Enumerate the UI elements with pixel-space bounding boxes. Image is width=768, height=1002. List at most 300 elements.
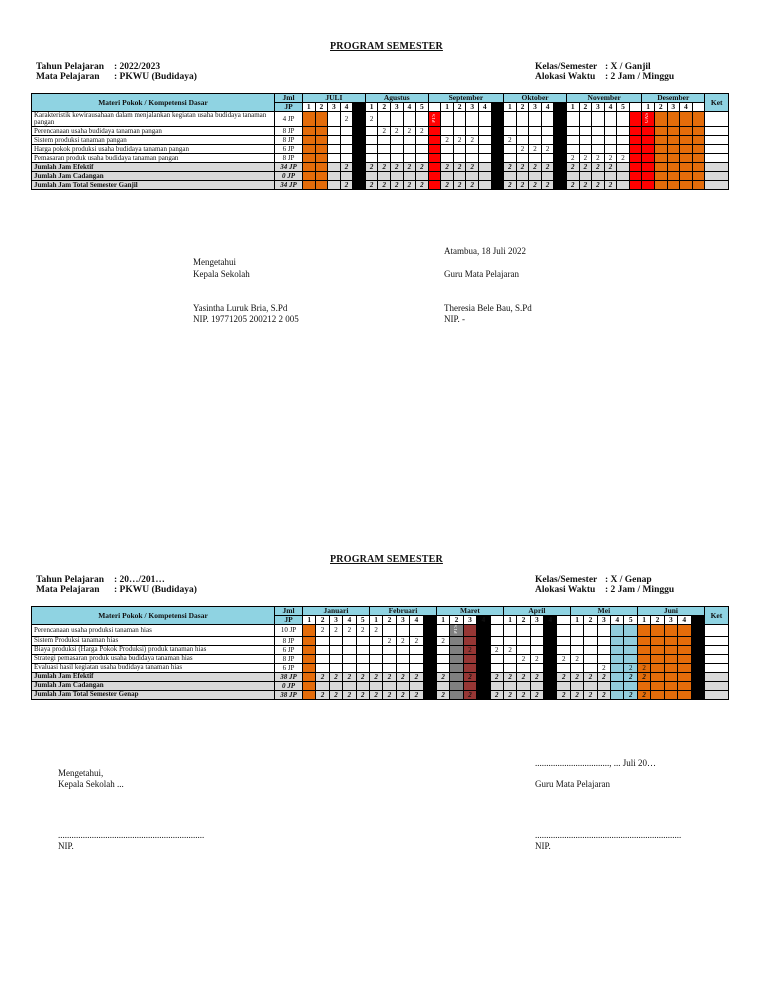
week-cell bbox=[441, 172, 454, 181]
header-week: 3 bbox=[329, 616, 342, 625]
week-cell bbox=[303, 112, 316, 127]
header-jp: JP bbox=[275, 616, 303, 625]
header-week: 1 bbox=[441, 103, 454, 112]
week-cell: 2 bbox=[436, 690, 449, 699]
week-cell bbox=[315, 163, 328, 172]
header-week: 5 bbox=[356, 616, 369, 625]
kepsek-name-genap: ................................................................. bbox=[58, 830, 205, 840]
week-cell bbox=[629, 145, 642, 154]
week-cell: 2 bbox=[516, 181, 529, 190]
week-cell bbox=[667, 127, 680, 136]
week-cell bbox=[396, 681, 409, 690]
week-cell: 2 bbox=[463, 672, 476, 681]
week-cell bbox=[554, 154, 567, 163]
week-cell bbox=[315, 172, 328, 181]
header-week bbox=[692, 103, 705, 112]
week-cell bbox=[651, 636, 664, 645]
week-cell bbox=[390, 112, 403, 127]
week-cell: 2 bbox=[396, 690, 409, 699]
week-cell bbox=[617, 163, 630, 172]
week-cell bbox=[329, 636, 342, 645]
week-cell bbox=[436, 681, 449, 690]
week-cell bbox=[329, 645, 342, 654]
week-cell bbox=[390, 172, 403, 181]
week-cell: 2 bbox=[503, 672, 516, 681]
week-cell bbox=[365, 145, 378, 154]
week-cell bbox=[450, 663, 463, 672]
week-cell bbox=[654, 172, 667, 181]
week-cell bbox=[664, 663, 677, 672]
week-cell: 2 bbox=[604, 163, 617, 172]
week-cell bbox=[491, 172, 504, 181]
week-cell bbox=[544, 645, 557, 654]
week-cell bbox=[529, 172, 542, 181]
week-cell: 2 bbox=[316, 672, 329, 681]
table-row bbox=[32, 663, 729, 672]
week-cell bbox=[678, 645, 691, 654]
week-cell: 2 bbox=[624, 672, 637, 681]
week-cell bbox=[303, 681, 316, 690]
week-cell bbox=[611, 672, 624, 681]
week-cell bbox=[383, 681, 396, 690]
schedule-table-genap bbox=[31, 606, 729, 700]
week-cell: 2 bbox=[343, 672, 356, 681]
week-cell bbox=[477, 663, 490, 672]
header-month: Oktober bbox=[504, 94, 567, 103]
week-cell: 2 bbox=[416, 127, 429, 136]
week-cell bbox=[557, 645, 570, 654]
header-month: Mei bbox=[570, 607, 637, 616]
week-cell: 2 bbox=[503, 645, 516, 654]
week-cell bbox=[303, 163, 316, 172]
week-cell bbox=[316, 645, 329, 654]
materi-cell: Sistem produksi tanaman pangan bbox=[32, 136, 275, 145]
week-cell: 2 bbox=[343, 690, 356, 699]
guru-name-genap: ................................................................. bbox=[535, 830, 682, 840]
header-month: Februari bbox=[369, 607, 436, 616]
jp-cell: 8 JP bbox=[275, 636, 303, 645]
week-cell bbox=[416, 136, 429, 145]
week-cell bbox=[378, 172, 391, 181]
meta-left-genap bbox=[36, 575, 197, 595]
ket-cell bbox=[705, 181, 729, 190]
week-cell bbox=[678, 625, 691, 637]
week-cell: 2 bbox=[579, 154, 592, 163]
week-cell bbox=[491, 145, 504, 154]
week-cell bbox=[664, 625, 677, 637]
week-cell bbox=[490, 663, 503, 672]
week-cell bbox=[691, 625, 704, 637]
header-week: 3 bbox=[396, 616, 409, 625]
week-cell bbox=[637, 654, 650, 663]
header-week bbox=[557, 616, 570, 625]
total-jp: 38 JP bbox=[275, 690, 303, 699]
week-cell bbox=[611, 645, 624, 654]
header-week: 1 bbox=[637, 616, 650, 625]
week-cell: 2 bbox=[453, 136, 466, 145]
week-cell: 2 bbox=[369, 672, 382, 681]
week-cell: 2 bbox=[503, 690, 516, 699]
week-cell bbox=[637, 645, 650, 654]
week-cell bbox=[642, 127, 655, 136]
header-week: 3 bbox=[328, 103, 341, 112]
week-cell bbox=[315, 127, 328, 136]
header-month: September bbox=[428, 94, 503, 103]
week-cell bbox=[441, 145, 454, 154]
week-cell bbox=[478, 145, 491, 154]
week-cell bbox=[692, 127, 705, 136]
alokasi-label: Alokasi Waktu bbox=[535, 585, 596, 595]
week-cell bbox=[356, 663, 369, 672]
materi-cell: Strategi pemasaran produk usaha budidaya tanaman hias bbox=[32, 654, 275, 663]
week-cell bbox=[637, 625, 650, 637]
place-date-genap: ................................., ... Juli 20… bbox=[535, 758, 657, 768]
materi-cell: Evaluasi hasil kegiatan usaha budidaya tanaman hias bbox=[32, 663, 275, 672]
week-cell bbox=[340, 172, 353, 181]
week-cell bbox=[383, 663, 396, 672]
page-title-genap: PROGRAM SEMESTER bbox=[330, 554, 443, 565]
week-cell bbox=[637, 636, 650, 645]
week-cell bbox=[340, 154, 353, 163]
total-jp: 0 JP bbox=[275, 172, 303, 181]
total-label: Jumlah Jam Total Semester Ganjil bbox=[32, 181, 275, 190]
header-week bbox=[423, 616, 436, 625]
week-cell bbox=[642, 154, 655, 163]
week-cell: 2 bbox=[365, 112, 378, 127]
week-cell bbox=[303, 154, 316, 163]
week-cell bbox=[478, 112, 491, 127]
week-cell bbox=[423, 681, 436, 690]
week-cell bbox=[316, 663, 329, 672]
week-cell bbox=[503, 681, 516, 690]
week-cell: 2 bbox=[570, 690, 583, 699]
week-cell bbox=[554, 112, 567, 127]
week-cell bbox=[353, 127, 366, 136]
week-cell bbox=[328, 136, 341, 145]
week-cell: 2 bbox=[466, 181, 479, 190]
week-cell bbox=[423, 625, 436, 637]
guru-nip-genap: NIP. bbox=[535, 841, 551, 851]
kelas-label: Kelas/Semester bbox=[535, 575, 598, 585]
week-cell bbox=[611, 663, 624, 672]
week-cell bbox=[353, 181, 366, 190]
week-cell bbox=[541, 154, 554, 163]
week-cell bbox=[592, 127, 605, 136]
week-cell bbox=[328, 112, 341, 127]
week-cell bbox=[450, 654, 463, 663]
week-cell bbox=[651, 690, 664, 699]
week-cell: 2 bbox=[343, 625, 356, 637]
kepsek-name-ganjil: Yasintha Luruk Bria, S.Pd bbox=[193, 303, 288, 313]
header-week: 3 bbox=[667, 103, 680, 112]
week-cell bbox=[617, 181, 630, 190]
week-cell bbox=[369, 663, 382, 672]
week-cell bbox=[579, 145, 592, 154]
week-cell: 2 bbox=[592, 181, 605, 190]
week-cell bbox=[567, 112, 580, 127]
week-cell: 2 bbox=[490, 690, 503, 699]
week-cell: 2 bbox=[584, 672, 597, 681]
week-cell bbox=[453, 154, 466, 163]
total-jp: 34 JP bbox=[275, 181, 303, 190]
week-cell bbox=[410, 654, 423, 663]
week-cell bbox=[504, 172, 517, 181]
week-cell bbox=[678, 636, 691, 645]
week-cell bbox=[617, 172, 630, 181]
week-cell: 2 bbox=[316, 690, 329, 699]
week-cell: 2 bbox=[340, 112, 353, 127]
week-cell bbox=[529, 154, 542, 163]
week-cell bbox=[557, 625, 570, 637]
week-cell: 2 bbox=[579, 163, 592, 172]
week-cell: 2 bbox=[356, 690, 369, 699]
week-cell bbox=[303, 672, 316, 681]
header-week bbox=[554, 103, 567, 112]
week-cell bbox=[680, 181, 693, 190]
week-cell: 2 bbox=[567, 163, 580, 172]
total-jp: 0 JP bbox=[275, 681, 303, 690]
week-cell bbox=[477, 654, 490, 663]
week-cell: 2 bbox=[557, 690, 570, 699]
week-cell: 2 bbox=[529, 163, 542, 172]
week-cell: 2 bbox=[410, 672, 423, 681]
week-cell bbox=[517, 645, 530, 654]
header-week: 5 bbox=[416, 103, 429, 112]
header-week: 3 bbox=[597, 616, 610, 625]
header-materi: Materi Pokok / Kompetensi Dasar bbox=[32, 607, 275, 625]
week-cell bbox=[529, 127, 542, 136]
header-week: 2 bbox=[579, 103, 592, 112]
week-cell bbox=[478, 154, 491, 163]
week-cell bbox=[529, 136, 542, 145]
week-cell: 2 bbox=[369, 625, 382, 637]
week-cell bbox=[416, 172, 429, 181]
week-cell bbox=[316, 636, 329, 645]
week-cell: 2 bbox=[410, 690, 423, 699]
week-cell bbox=[567, 136, 580, 145]
week-cell bbox=[416, 154, 429, 163]
week-cell bbox=[315, 145, 328, 154]
week-cell: 2 bbox=[604, 181, 617, 190]
guru-label-genap: Guru Mata Pelajaran bbox=[535, 779, 610, 789]
tahun-label: Tahun Pelajaran bbox=[36, 575, 105, 585]
week-cell bbox=[423, 663, 436, 672]
week-cell bbox=[428, 163, 441, 172]
header-week: 2 bbox=[450, 616, 463, 625]
week-cell bbox=[629, 112, 642, 127]
week-cell bbox=[624, 654, 637, 663]
week-cell bbox=[567, 145, 580, 154]
week-cell bbox=[570, 663, 583, 672]
week-cell bbox=[343, 654, 356, 663]
header-week: 2 bbox=[516, 103, 529, 112]
week-cell bbox=[315, 112, 328, 127]
week-cell bbox=[343, 681, 356, 690]
week-cell bbox=[654, 112, 667, 127]
header-week: 1 bbox=[504, 103, 517, 112]
week-cell bbox=[478, 172, 491, 181]
week-cell bbox=[428, 127, 441, 136]
header-week bbox=[491, 103, 504, 112]
week-cell bbox=[554, 181, 567, 190]
header-week: 1 bbox=[567, 103, 580, 112]
week-cell bbox=[463, 663, 476, 672]
week-cell bbox=[303, 654, 316, 663]
week-cell bbox=[490, 636, 503, 645]
week-cell bbox=[369, 645, 382, 654]
header-jp: JP bbox=[275, 103, 303, 112]
week-cell bbox=[340, 145, 353, 154]
week-cell bbox=[504, 127, 517, 136]
week-cell bbox=[466, 172, 479, 181]
week-cell: 2 bbox=[541, 163, 554, 172]
week-cell bbox=[477, 645, 490, 654]
week-cell bbox=[340, 127, 353, 136]
week-cell bbox=[516, 172, 529, 181]
week-cell: 2 bbox=[516, 145, 529, 154]
week-cell bbox=[664, 636, 677, 645]
week-cell bbox=[678, 654, 691, 663]
week-cell: 2 bbox=[592, 163, 605, 172]
header-week: 3 bbox=[466, 103, 479, 112]
jp-cell: 8 JP bbox=[275, 154, 303, 163]
week-cell bbox=[680, 136, 693, 145]
week-cell bbox=[453, 112, 466, 127]
ket-cell bbox=[704, 654, 728, 663]
header-month: Juni bbox=[637, 607, 704, 616]
week-cell bbox=[490, 625, 503, 637]
header-week bbox=[629, 103, 642, 112]
week-cell bbox=[592, 112, 605, 127]
week-cell bbox=[557, 636, 570, 645]
week-cell bbox=[624, 681, 637, 690]
week-cell bbox=[328, 181, 341, 190]
week-cell: 2 bbox=[441, 136, 454, 145]
table-row bbox=[32, 154, 729, 163]
header-week: 4 bbox=[680, 103, 693, 112]
week-cell: 2 bbox=[637, 672, 650, 681]
week-cell bbox=[423, 636, 436, 645]
week-cell: 2 bbox=[597, 690, 610, 699]
week-cell bbox=[410, 681, 423, 690]
week-cell: 2 bbox=[410, 636, 423, 645]
week-cell bbox=[453, 145, 466, 154]
week-cell bbox=[629, 163, 642, 172]
week-cell bbox=[667, 163, 680, 172]
week-cell bbox=[378, 112, 391, 127]
week-cell: 2 bbox=[570, 672, 583, 681]
kepsek-nip-ganjil: NIP. 19771205 200212 2 005 bbox=[193, 314, 299, 324]
header-jml: Jml bbox=[275, 94, 303, 103]
ket-cell bbox=[704, 681, 728, 690]
week-cell bbox=[491, 136, 504, 145]
table-row bbox=[32, 145, 729, 154]
week-cell bbox=[353, 163, 366, 172]
week-cell: 2 bbox=[504, 181, 517, 190]
week-cell bbox=[544, 636, 557, 645]
week-cell bbox=[383, 645, 396, 654]
week-cell bbox=[303, 636, 316, 645]
week-cell bbox=[316, 681, 329, 690]
week-cell bbox=[570, 681, 583, 690]
week-cell bbox=[584, 625, 597, 637]
week-cell bbox=[390, 154, 403, 163]
ket-cell bbox=[705, 112, 729, 127]
week-cell bbox=[369, 636, 382, 645]
week-cell bbox=[477, 690, 490, 699]
header-week: 2 bbox=[315, 103, 328, 112]
week-cell bbox=[516, 127, 529, 136]
week-cell bbox=[490, 654, 503, 663]
header-week: 1 bbox=[369, 616, 382, 625]
header-month: Januari bbox=[303, 607, 370, 616]
week-cell bbox=[436, 625, 449, 637]
week-cell bbox=[450, 645, 463, 654]
week-cell bbox=[642, 172, 655, 181]
week-cell bbox=[678, 663, 691, 672]
week-cell bbox=[579, 112, 592, 127]
ket-cell bbox=[704, 645, 728, 654]
header-month: April bbox=[503, 607, 570, 616]
week-cell bbox=[629, 154, 642, 163]
week-cell: 2 bbox=[369, 690, 382, 699]
guru-name-ganjil: Theresia Bele Bau, S.Pd bbox=[444, 303, 532, 313]
header-week bbox=[490, 616, 503, 625]
exam-mark: PTS bbox=[431, 113, 437, 123]
mapel-value: : PKWU (Budidaya) bbox=[114, 72, 197, 82]
week-cell bbox=[491, 154, 504, 163]
week-cell bbox=[477, 625, 490, 637]
materi-cell: Perencanaan usaha produksi tanaman hias bbox=[32, 625, 275, 637]
header-week: 3 bbox=[664, 616, 677, 625]
week-cell: 2 bbox=[517, 654, 530, 663]
week-cell bbox=[403, 112, 416, 127]
ket-cell bbox=[705, 154, 729, 163]
header-week: 3 bbox=[390, 103, 403, 112]
week-cell bbox=[428, 112, 441, 127]
week-cell bbox=[691, 636, 704, 645]
week-cell bbox=[680, 154, 693, 163]
week-cell bbox=[450, 636, 463, 645]
week-cell bbox=[441, 154, 454, 163]
total-label: Jumlah Jam Total Semester Genap bbox=[32, 690, 275, 699]
week-cell bbox=[567, 127, 580, 136]
week-cell: 2 bbox=[416, 181, 429, 190]
week-cell: 2 bbox=[383, 672, 396, 681]
week-cell: 2 bbox=[557, 672, 570, 681]
week-cell bbox=[396, 663, 409, 672]
week-cell bbox=[378, 145, 391, 154]
week-cell bbox=[516, 154, 529, 163]
week-cell bbox=[343, 636, 356, 645]
week-cell bbox=[423, 690, 436, 699]
week-cell bbox=[353, 136, 366, 145]
week-cell bbox=[428, 145, 441, 154]
week-cell bbox=[328, 154, 341, 163]
week-cell bbox=[504, 154, 517, 163]
week-cell bbox=[466, 154, 479, 163]
week-cell bbox=[410, 625, 423, 637]
week-cell: 2 bbox=[490, 645, 503, 654]
week-cell bbox=[365, 154, 378, 163]
week-cell bbox=[617, 127, 630, 136]
week-cell: 2 bbox=[504, 136, 517, 145]
week-cell bbox=[530, 663, 543, 672]
week-cell: 2 bbox=[356, 672, 369, 681]
jp-cell: 8 JP bbox=[275, 136, 303, 145]
week-cell: 2 bbox=[604, 154, 617, 163]
week-cell bbox=[383, 654, 396, 663]
